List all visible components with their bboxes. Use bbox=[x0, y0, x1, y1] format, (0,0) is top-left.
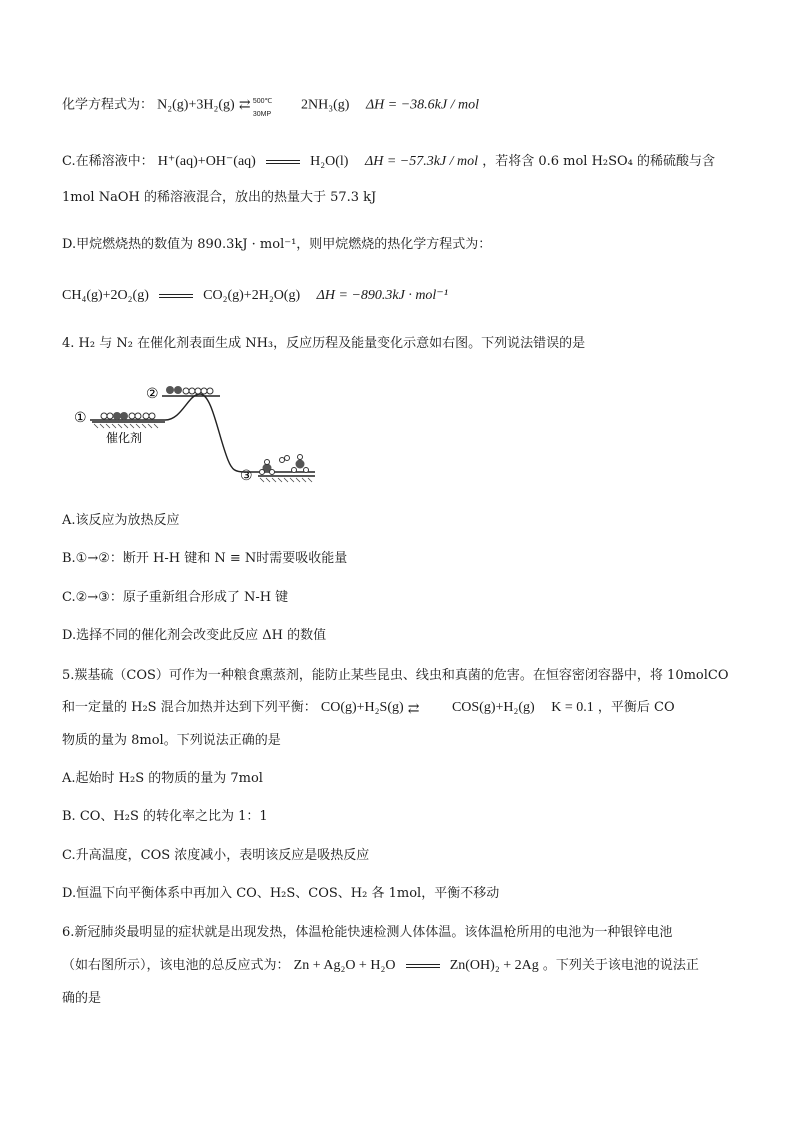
equation-lhs: Zn + Ag₂O + H₂O bbox=[293, 958, 396, 973]
equation-lhs: N₂(g)+3H₂(g) bbox=[157, 97, 235, 113]
equation-rhs: COS(g)+H₂(g) bbox=[451, 700, 535, 715]
q5-option-c: C.升高温度，COS 浓度减小，表明该反应是吸热反应 bbox=[62, 848, 370, 863]
option-c-cont: 1mol NaOH 的稀溶液混合，放出的热量大于 57.3 kJ bbox=[62, 190, 377, 205]
equation-rhs: 2NH₃(g) bbox=[300, 97, 350, 113]
equation-line-1 bbox=[62, 96, 479, 118]
hatch-3 bbox=[260, 478, 312, 482]
molecules-stage-1 bbox=[101, 412, 155, 420]
reaction-energy-diagram bbox=[70, 380, 330, 490]
equation-rhs: H₂O(l) bbox=[310, 154, 349, 169]
q5-option-b: B. CO、H₂S 的转化率之比为 1：1 bbox=[62, 809, 268, 824]
equals-arrow-icon bbox=[406, 964, 440, 968]
equation-lhs: CH₄(g)+2O₂(g) bbox=[62, 288, 149, 303]
question-6-line-1: 6.新冠肺炎最明显的症状就是出现发热，体温枪能快速检测人体体温。该体温枪所用的电池为一种银锌电池 bbox=[62, 925, 673, 940]
equation-rhs: CO₂(g)+2H₂O(g) bbox=[203, 288, 301, 303]
diagram-label-2: ② bbox=[146, 386, 159, 402]
equation-lhs: H⁺(aq)+OH⁻(aq) bbox=[157, 154, 256, 169]
question-5-line-3: 物质的量为 8mol。下列说法正确的是 bbox=[62, 733, 281, 748]
equals-arrow-icon bbox=[159, 294, 193, 298]
q4-option-c: C.②→③：原子重新组合形成了 N-H 键 bbox=[62, 590, 289, 605]
text-prefix: 化学方程式为： bbox=[62, 97, 154, 113]
enthalpy: ΔH = −57.3kJ / mol bbox=[365, 154, 479, 169]
diagram-label-3: ③ bbox=[240, 468, 253, 484]
text-tail: 。下列关于该电池的说法正 bbox=[542, 958, 699, 973]
diagram-label-1: ① bbox=[74, 410, 87, 426]
option-c-line bbox=[62, 153, 715, 171]
question-4: 4. H₂ 与 N₂ 在催化剂表面生成 NH₃，反应历程及能量变化示意如右图。下列说法错误的是 bbox=[62, 336, 586, 351]
q5-option-a: A.起始时 H₂S 的物质的量为 7mol bbox=[62, 771, 263, 786]
equals-arrow-icon bbox=[266, 160, 300, 164]
equation-rhs: Zn(OH)₂ + 2Ag bbox=[449, 958, 539, 973]
equation-lhs: CO(g)+H₂S(g) bbox=[320, 700, 404, 715]
reversible-arrow-icon: ⇄ bbox=[407, 700, 420, 717]
text-tail: ，平衡后 CO bbox=[597, 700, 675, 715]
text-prefix: 和一定量的 H₂S 混合加热并达到下列平衡： bbox=[62, 700, 317, 715]
enthalpy: ΔH = −38.6kJ / mol bbox=[365, 97, 479, 113]
methane-equation bbox=[62, 287, 448, 305]
reversible-arrow-icon: ⇄ 500℃ 30MP bbox=[238, 97, 273, 118]
q4-option-b: B.①→②：断开 H-H 键和 N ≡ N时需要吸收能量 bbox=[62, 551, 348, 566]
catalyst-label: 催化剂 bbox=[106, 431, 143, 445]
option-d-line: D.甲烷燃烧热的数值为 890.3kJ · mol⁻¹，则甲烷燃烧的热化学方程式为： bbox=[62, 237, 492, 252]
question-5-line-1: 5.羰基硫（COS）可作为一种粮食熏蒸剂，能防止某些昆虫、线虫和真菌的危害。在恒容密闭容器中，将 10molCO bbox=[62, 668, 729, 683]
enthalpy: ΔH = −890.3kJ · mol⁻¹ bbox=[316, 288, 448, 303]
text-prefix: （如右图所示），该电池的总反应式为： bbox=[62, 958, 290, 973]
equilibrium-constant: K = 0.1 bbox=[551, 700, 594, 715]
q4-option-d: D.选择不同的催化剂会改变此反应 ΔH 的数值 bbox=[62, 628, 327, 643]
q5-option-d: D.恒温下向平衡体系中再加入 CO、H₂S、COS、H₂ 各 1mol，平衡不移动 bbox=[62, 886, 500, 901]
hatch-1 bbox=[94, 424, 158, 428]
q4-option-a: A.该反应为放热反应 bbox=[62, 513, 180, 528]
question-6-line-2 bbox=[62, 957, 699, 975]
text-prefix: C.在稀溶液中： bbox=[62, 154, 154, 169]
molecules-stage-2 bbox=[166, 386, 213, 394]
question-5-line-2 bbox=[62, 699, 675, 717]
text-tail: ，若将含 0.6 mol H₂SO₄ 的稀硫酸与含 bbox=[482, 154, 716, 169]
question-6-line-3: 确的是 bbox=[62, 991, 102, 1006]
